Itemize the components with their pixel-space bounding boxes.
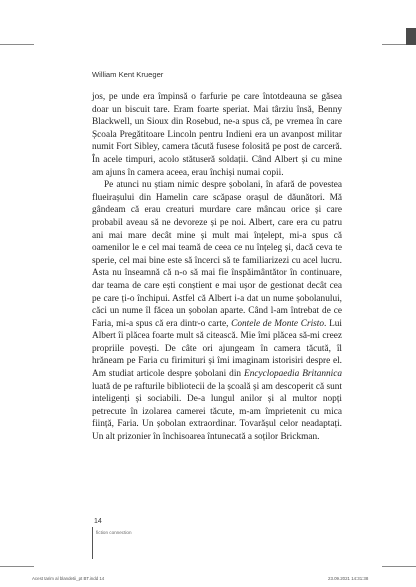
paragraph-2: [92, 179, 342, 443]
registration-tab: [406, 28, 416, 45]
page-number: 14: [94, 518, 102, 525]
body-text: [92, 91, 342, 444]
crop-mark-bottom-left: [0, 566, 34, 567]
book-title: Contele de Monte Cristo: [231, 318, 325, 329]
folio-rule: [92, 527, 93, 559]
encyclopedia-title: Encyclopaedia Britannica: [244, 369, 342, 380]
slug-date: 23.09.2021 14:31:38: [328, 576, 369, 581]
paragraph-2-part-b: . Lui Albert îi plăcea foarte mult să citească. Mie îmi plăcea să-mi creez propriile povești. De câte ori ajungeam în camera tăcută, îl hrăneam pe Faria cu firimituri și îmi imaginam istorisiri despre el. Am studiat articole despre șobolani din: [92, 318, 343, 380]
crop-mark-top-left: [0, 44, 34, 45]
slug-file-name: Acest tarim al blandetii_pt BT.indd 14: [32, 576, 105, 581]
paragraph-2-part-c: luată de pe rafturile bibliotecii de la școală și am descoperit că sunt inteligenți și sociabili. De-a lungul anilor și al multor nopți petrecute în izolarea camerei tăcute, m-am împrietenit cu mica ființă, Faria. Un șobolan extraordinar. Tovarășul celor neadaptați. Un alt prizonier în închisoarea întunecată a soților Brickman.: [92, 381, 342, 443]
running-header-author: William Kent Krueger: [92, 70, 164, 79]
crop-mark-bottom-right: [382, 566, 416, 567]
folio-label: fiction connection: [96, 530, 132, 535]
paragraph-1: jos, pe unde era împinsă o farfurie pe care întotdeauna se găsea doar un biscuit tare. Eram foarte speriat. Mai târziu însă, Benny Blackwell, un Sioux din Rosebud, ne-a spus că, pe vremea în care Școala Pregătitoare Lincoln pentru Indieni era un avanpost militar numit Fort Sibley, camera tăcută fusese folosită pe post de carceră. În acele timpuri, acolo stătuseră soldații. Când Albert și cu mine am ajuns în camera aceea, erau închiși numai copii.: [92, 92, 342, 178]
paragraph-2-part-a: Pe atunci nu știam nimic despre șobolani, în afară de povestea flueirașului din Hamelin care scăpase orașul de dăunători. Mă gândeam că erau creaturi murdare care mâncau orice și care probabil aveau să ne devoreze și pe noi. Albert, care era cu patru ani mai mare decât mine și mult mai înțelept, mi-a spus că oamenilor le e cel mai teamă de ceea ce nu înțeleg și, dacă ceva te sperie, cel mai bine este să încerci să te familiarizezi cu acel lucru. Asta nu înseamnă că n-o să mai fie înspăimântător în continuare, dar teama de care ești conștient e mai ușor de gestionat decât cea pe care ți-o închipui. Astfel că Albert i-a dat un nume șobolanului, căci un nume îl făcea un șobolan aparte. Când l-am întrebat de ce Faria, mi-a spus că era dintr-o carte,: [92, 180, 342, 329]
